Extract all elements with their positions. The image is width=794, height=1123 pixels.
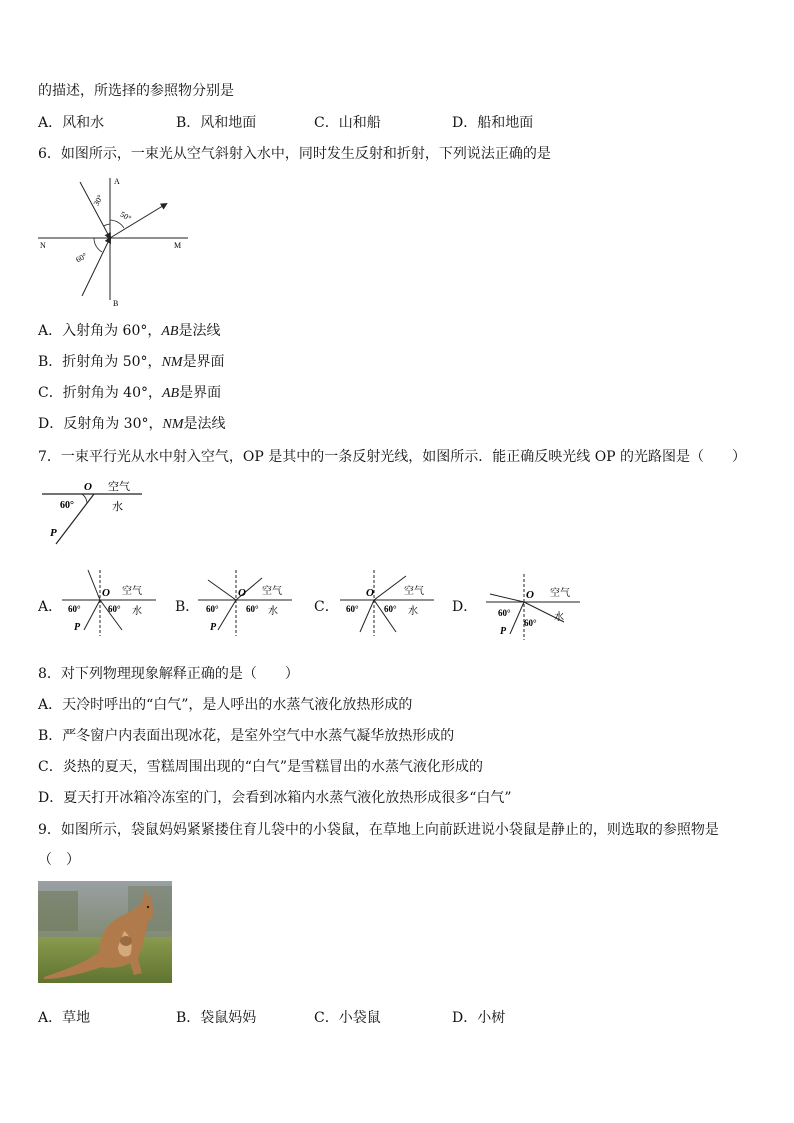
q7-option-c-letter: C． bbox=[314, 599, 339, 615]
svg-text:P: P bbox=[500, 626, 507, 637]
q9-stem-parens: （ ） bbox=[38, 852, 80, 868]
svg-text:水: 水 bbox=[408, 606, 418, 617]
q7-given-diagram bbox=[38, 476, 150, 548]
q6-stem: 6．如图所示，一束光从空气斜射入水中，同时发生反射和折射，下列说法正确的是 bbox=[38, 146, 551, 162]
svg-text:O: O bbox=[102, 587, 110, 599]
q9-option-a: A．草地 bbox=[38, 1010, 91, 1026]
svg-text:P: P bbox=[210, 622, 217, 633]
q5-option-c: C．山和船 bbox=[314, 115, 381, 131]
svg-text:O: O bbox=[526, 589, 534, 601]
q9-option-c: C．小袋鼠 bbox=[314, 1010, 381, 1026]
svg-text:空气: 空气 bbox=[262, 586, 282, 597]
q9-option-b: B．袋鼠妈妈 bbox=[176, 1010, 257, 1026]
label-water: 水 bbox=[112, 501, 123, 513]
q5-option-a: A．风和水 bbox=[38, 115, 105, 131]
q7-option-b-diagram bbox=[196, 568, 296, 638]
svg-text:60°: 60° bbox=[524, 618, 537, 628]
svg-text:空气: 空气 bbox=[404, 586, 424, 597]
q7-option-a-diagram bbox=[60, 568, 160, 638]
svg-text:水: 水 bbox=[268, 606, 278, 617]
label-b: B bbox=[113, 299, 119, 308]
q5-option-b: B．风和地面 bbox=[176, 115, 257, 131]
svg-text:O: O bbox=[238, 587, 246, 599]
q6-option-a: A．入射角为 60°，AB是法线 bbox=[38, 323, 221, 339]
q7-stem: 7．一束平行光从水中射入空气，OP 是其中的一条反射光线，如图所示．能正确反映光线 OP 的光路图是（ ） bbox=[38, 449, 747, 465]
q7-option-d-diagram bbox=[484, 572, 584, 642]
label-o: O bbox=[84, 481, 92, 493]
svg-text:60°: 60° bbox=[68, 604, 81, 614]
q7-option-b-letter: B． bbox=[175, 599, 200, 615]
svg-text:60°: 60° bbox=[206, 604, 219, 614]
q7-option-d-letter: D． bbox=[452, 599, 478, 615]
label-a: A bbox=[114, 177, 120, 186]
svg-text:空气: 空气 bbox=[122, 586, 142, 597]
label-p: P bbox=[50, 527, 57, 539]
q5-tail: 的描述，所选择的参照物分别是 bbox=[38, 83, 234, 99]
kangaroo-photo bbox=[38, 881, 172, 983]
label-m: M bbox=[174, 241, 182, 250]
svg-text:60°: 60° bbox=[498, 608, 511, 618]
svg-text:空气: 空气 bbox=[550, 588, 570, 599]
svg-text:水: 水 bbox=[132, 606, 142, 617]
incident-ray bbox=[80, 182, 110, 238]
label-n: N bbox=[40, 241, 46, 250]
angle-30: 30° bbox=[91, 193, 105, 208]
svg-text:60°: 60° bbox=[346, 604, 359, 614]
svg-text:60°: 60° bbox=[246, 604, 259, 614]
q8-stem: 8．对下列物理现象解释正确的是（ ） bbox=[38, 666, 299, 682]
reflected-ray bbox=[110, 204, 166, 238]
svg-text:P: P bbox=[74, 622, 81, 633]
q8-option-c: C．炎热的夏天，雪糕周围出现的“白气”是雪糕冒出的水蒸气液化形成的 bbox=[38, 759, 484, 775]
q9-option-d: D．小树 bbox=[452, 1010, 506, 1026]
q9-stem: 9．如图所示，袋鼠妈妈紧紧搂住育儿袋中的小袋鼠，在草地上向前跃进说小袋鼠是静止的，则选取的参照物是 bbox=[38, 822, 719, 838]
svg-text:60°: 60° bbox=[108, 604, 121, 614]
q6-refraction-diagram bbox=[38, 172, 194, 308]
q7-option-c-diagram bbox=[338, 568, 438, 638]
label-air: 空气 bbox=[108, 481, 130, 493]
angle-60: 60° bbox=[74, 251, 89, 265]
q8-option-b: B．严冬窗户内表面出现冰花，是室外空气中水蒸气凝华放热形成的 bbox=[38, 728, 455, 744]
svg-text:60°: 60° bbox=[384, 604, 397, 614]
q8-option-a: A．天冷时呼出的“白气”，是人呼出的水蒸气液化放热形成的 bbox=[38, 697, 413, 713]
q6-option-c: C．折射角为 40°，AB是界面 bbox=[38, 385, 222, 401]
label-60: 60° bbox=[60, 500, 74, 511]
q6-option-d: D．反射角为 30°，NM是法线 bbox=[38, 416, 226, 432]
svg-text:水: 水 bbox=[554, 612, 564, 623]
q5-option-d: D．船和地面 bbox=[452, 115, 534, 131]
q7-option-a-letter: A． bbox=[38, 599, 63, 615]
angle-50: 50° bbox=[118, 209, 133, 224]
q8-option-d: D．夏天打开冰箱冷冻室的门，会看到冰箱内水蒸气液化放热形成很多“白气” bbox=[38, 790, 512, 806]
q6-option-b: B．折射角为 50°，NM是界面 bbox=[38, 354, 225, 370]
svg-text:O: O bbox=[366, 587, 374, 599]
